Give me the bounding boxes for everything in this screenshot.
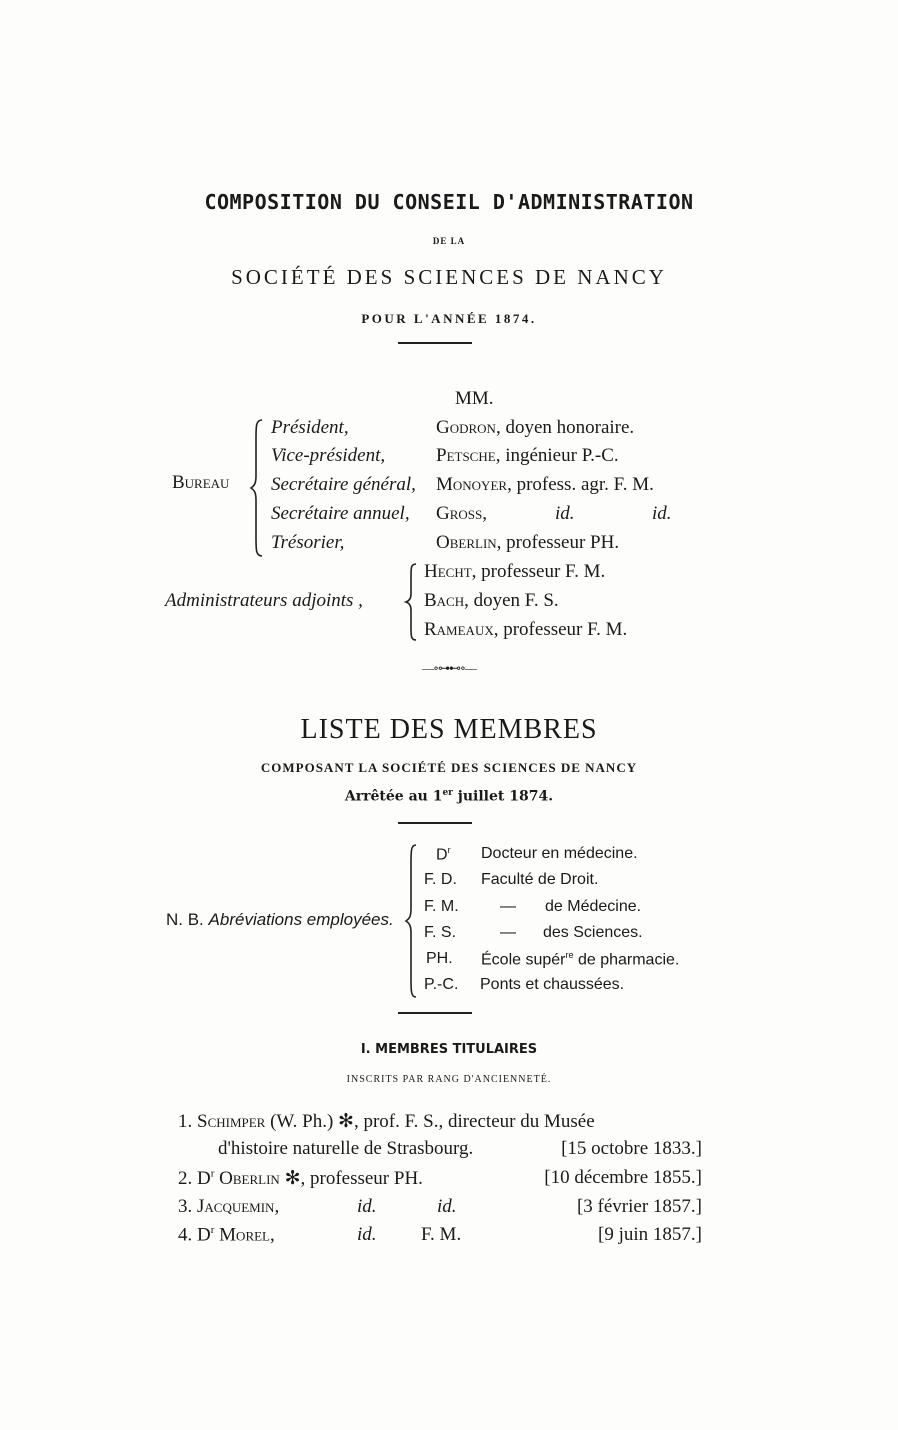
liste-title: LISTE DES MEMBRES [300, 714, 598, 745]
year-line: POUR L'ANNÉE 1874. [361, 311, 537, 326]
abbreviations-brace [404, 843, 420, 999]
ornament-divider: —∘⊶⊷∘— [422, 661, 476, 675]
society-name: SOCIÉTÉ DES SCIENCES DE NANCY [231, 265, 667, 289]
liste-subtitle: COMPOSANT LA SOCIÉTÉ DES SCIENCES DE NANCY [260, 760, 638, 775]
faculty-code: F. M. [421, 1224, 462, 1245]
abbr-desc: École supér$^{re}$ de pharmacie. [481, 950, 680, 969]
abbr-code: F. S. [424, 924, 457, 941]
abbr-code: PH. [426, 950, 453, 967]
abbr-desc: Faculté de Droit. [481, 871, 599, 888]
list-item: 2. $D^r$ Oberlin ✻, professeur PH. [178, 1167, 423, 1189]
section-title: I. MEMBRES TITULAIRES [360, 1042, 538, 1057]
abbr-desc: Ponts et chaussées. [480, 976, 625, 993]
list-item: 1. Schimper (W. Ph.) ✻, prof. F. S., directeur du Musée [178, 1111, 595, 1132]
divider-rule [398, 822, 472, 824]
abbr-code: $D^r$ [436, 845, 451, 864]
ditto-dash: — [500, 924, 516, 941]
abbr-code: F. D. [424, 871, 457, 888]
bureau-entry: Godron, doyen honoraire. [436, 417, 635, 438]
member-date: [9 juin 1857.] [598, 1224, 702, 1245]
page-title: COMPOSITION DU CONSEIL D'ADMINISTRATION [204, 190, 694, 214]
role-tresorier: Trésorier, [271, 532, 345, 553]
adjoints-brace [404, 562, 420, 642]
abbr-desc: Docteur en médecine. [481, 845, 638, 862]
section-subtitle: INSCRITS PAR RANG D'ANCIENNETÉ. [346, 1074, 552, 1085]
list-item: 3. Jacquemin, [178, 1196, 280, 1217]
title-de-la: DE LA [432, 236, 466, 246]
member-date: [3 février 1857.] [576, 1196, 702, 1217]
abbr-code: F. M. [424, 898, 459, 915]
bureau-brace [250, 418, 266, 558]
divider-rule [398, 1012, 472, 1014]
adjoints-label: Administrateurs adjoints , [165, 590, 363, 611]
role-secretaire-annuel: Secrétaire annuel, [271, 503, 410, 524]
adjoint-entry: Bach, doyen F. S. [424, 590, 559, 611]
ditto-dash: — [500, 898, 516, 915]
role-secretaire-general: Secrétaire général, [271, 474, 416, 495]
mm-label: MM. [455, 388, 494, 409]
id-mark: id. [437, 1196, 457, 1217]
member-date: [10 décembre 1855.] [544, 1167, 702, 1188]
abbreviations-label: N. B. Abréviations employées. [166, 910, 394, 929]
bureau-entry: Oberlin, professeur PH. [436, 532, 620, 553]
adjoint-entry: Hecht, professeur F. M. [424, 561, 606, 582]
bureau-entry: Gross, [436, 503, 487, 524]
abbr-desc: des Sciences. [543, 924, 643, 941]
id-mark: id. [357, 1196, 377, 1217]
id-mark: id. [555, 503, 575, 524]
adjoint-entry: Rameaux, professeur F. M. [424, 619, 628, 640]
bureau-entry: Petsche, ingénieur P.-C. [436, 445, 619, 466]
divider-rule [398, 342, 472, 344]
member-date: [15 octobre 1833.] [561, 1138, 702, 1159]
list-item-continuation: d'histoire naturelle de Strasbourg. [218, 1138, 474, 1159]
abbr-desc: de Médecine. [545, 898, 642, 915]
abbr-code: P.-C. [424, 976, 459, 993]
list-item: 4. $D^r$ Morel, [178, 1224, 275, 1246]
id-mark: id. [652, 503, 672, 524]
liste-date: Arrêtée au 1er juillet 1874. [344, 788, 554, 805]
bureau-entry: Monoyer, profess. agr. F. M. [436, 474, 654, 495]
role-vice-president: Vice-président, [271, 445, 386, 466]
role-president: Président, [271, 417, 349, 438]
id-mark: id. [357, 1224, 377, 1245]
bureau-label: Bureau [172, 472, 230, 493]
